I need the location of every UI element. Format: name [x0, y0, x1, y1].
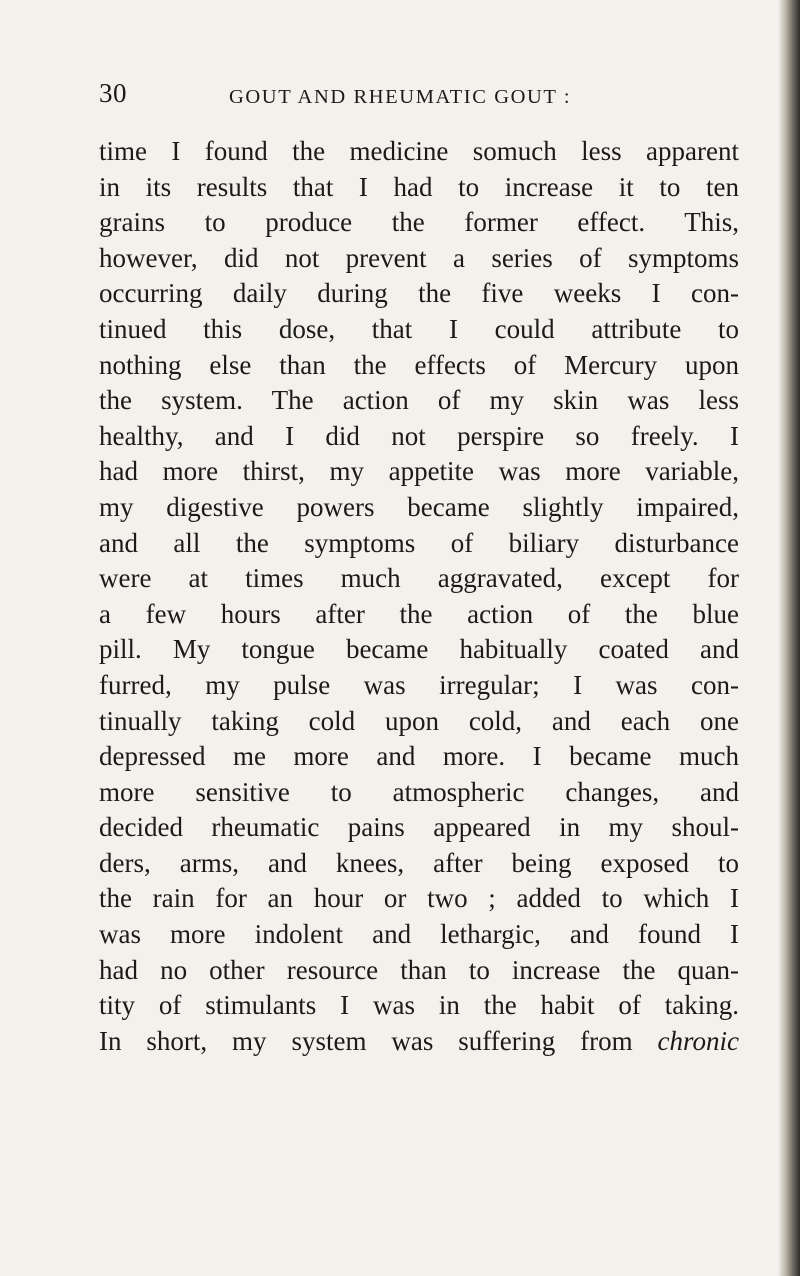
text-line: and all the symptoms of biliary disturbance [99, 527, 739, 558]
text-line: nothing else than the effects of Mercury upon [99, 349, 739, 380]
text-line: the rain for an hour or two ; added to which I [99, 883, 739, 914]
text-line-last [99, 1024, 739, 1060]
text-line: depressed me more and more. I became much [99, 741, 739, 772]
page-edge-shadow [778, 0, 800, 1276]
text-line: my digestive powers became slightly impaired, [99, 491, 739, 522]
text-line: had no other resource than to increase the quan- [99, 954, 739, 985]
text-line: more sensitive to atmospheric changes, and [99, 776, 739, 807]
text-line: had more thirst, my appetite was more variable, [99, 456, 739, 487]
body-text [99, 134, 739, 1059]
text-line: pill. My tongue became habitually coated and [99, 634, 739, 665]
text-line: however, did not prevent a series of symptoms [99, 242, 739, 273]
text-line: a few hours after the action of the blue [99, 598, 739, 629]
text-line: was more indolent and lethargic, and found I [99, 919, 739, 950]
running-title: GOUT AND RHEUMATIC GOUT : [229, 86, 572, 108]
last-line-roman: In short, my system was suffering from [99, 1025, 633, 1056]
text-line: the system. The action of my skin was less [99, 385, 739, 416]
text-line: occurring daily during the five weeks I con- [99, 278, 739, 309]
text-line: in its results that I had to increase it to ten [99, 171, 739, 202]
text-line: ders, arms, and knees, after being exposed to [99, 847, 739, 878]
page-header [0, 78, 760, 118]
page-number: 30 [99, 78, 127, 108]
text-line: were at times much aggravated, except for [99, 563, 739, 594]
text-line: furred, my pulse was irregular; I was con- [99, 669, 739, 700]
text-line: decided rheumatic pains appeared in my shoul- [99, 812, 739, 843]
text-line: time I found the medicine somuch less apparent [99, 136, 739, 166]
last-line-italic: chronic [657, 1025, 739, 1056]
text-line: healthy, and I did not perspire so freely. I [99, 420, 739, 451]
text-line: tinued this dose, that I could attribute to [99, 313, 739, 344]
text-line: grains to produce the former effect. This, [99, 207, 739, 238]
text-line: tinually taking cold upon cold, and each one [99, 705, 739, 736]
text-line: tity of stimulants I was in the habit of taking. [99, 990, 739, 1021]
